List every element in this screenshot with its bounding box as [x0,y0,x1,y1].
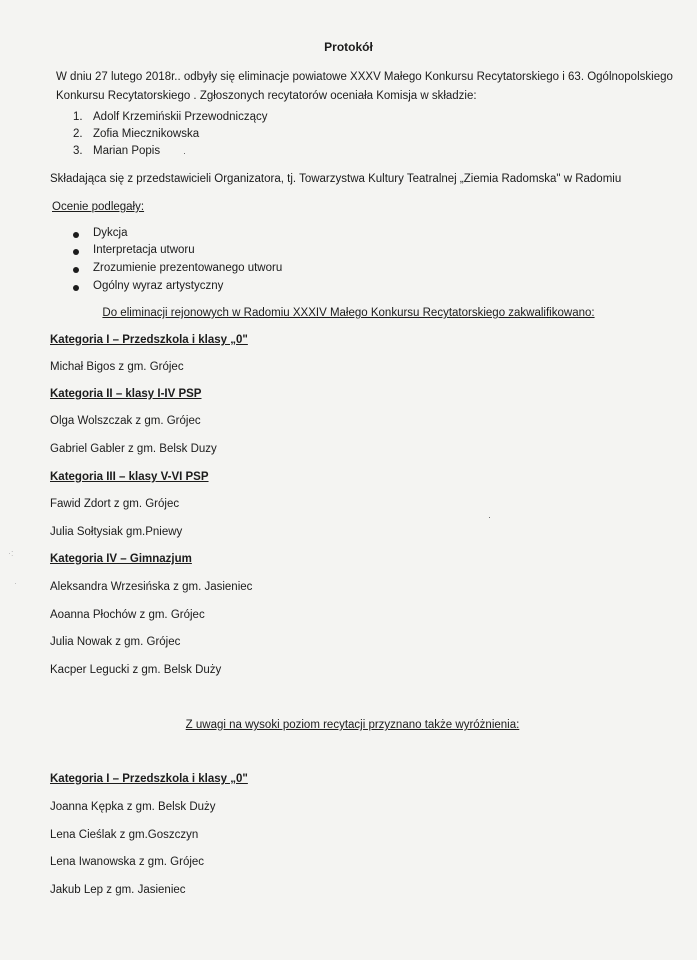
category-heading: Kategoria IV – Gimnazjum [50,553,192,565]
participant-name: Michał Bigos z gm. Grójec [50,361,184,373]
participant-name: Aoanna Płochów z gm. Grójec [50,609,205,621]
participant-name: Lena Iwanowska z gm. Grójec [50,856,205,868]
participant-name: Joanna Kępka z gm. Belsk Duży [50,801,216,813]
bullet-icon [73,285,79,291]
scan-speck: · [488,512,491,522]
scan-speck: · [183,148,186,158]
document-title: Protokół [324,40,373,54]
commission-member: Marian Popis [93,145,161,157]
participant-name: Julia Sołtysiak gm.Pniewy [50,526,183,538]
category-heading: Kategoria I – Przedszkola i klasy „0" [50,334,248,346]
bullet-icon [73,267,79,273]
list-number: 2. [73,128,83,140]
qualified-heading: Do eliminacji rejonowych w Radomiu XXXIV Małego Konkursu Recytatorskiego zakwalifikowano: [102,307,595,319]
participant-name: Kacper Legucki z gm. Belsk Duży [50,664,222,676]
participant-name: Olga Wolszczak z gm. Grójec [50,415,201,427]
category-heading: Kategoria I – Przedszkola i klasy „0" [50,773,248,785]
criterion-item: Interpretacja utworu [93,244,195,256]
criterion-item: Zrozumienie prezentowanego utworu [93,262,283,274]
scan-speck: · [14,578,17,588]
criterion-item: Ogólny wyraz artystyczny [93,280,224,292]
participant-name: Jakub Lep z gm. Jasieniec [50,884,186,896]
scan-speck: ·: [8,548,14,558]
intro-line: Konkursu Recytatorskiego . Zgłoszonych recytatorów oceniała Komisja w składzie: [56,90,477,102]
commission-member: Zofia Miecznikowska [93,128,200,140]
criterion-item: Dykcja [93,227,128,239]
participant-name: Gabriel Gabler z gm. Belsk Duzy [50,443,217,455]
category-heading: Kategoria III – klasy V-VI PSP [50,471,209,483]
bullet-icon [73,232,79,238]
intro-paragraph [56,68,673,106]
intro-line: W dniu 27 lutego 2018r.. odbyły się eliminacje powiatowe XXXV Małego Konkursu Recytatorskiego i 63. Ogólnopolskiego [56,71,673,83]
participant-name: Fawid Zdort z gm. Grójec [50,498,180,510]
list-number: 3. [73,145,83,157]
participant-name: Lena Cieślak z gm.Goszczyn [50,829,199,841]
participant-name: Julia Nowak z gm. Grójec [50,636,181,648]
criteria-heading: Ocenie podlegały: [52,201,145,213]
commission-composition: Składająca się z przedstawicieli Organizatora, tj. Towarzystwa Kultury Teatralnej „Ziemia Radomska" w Radomiu [50,173,622,185]
commission-member: Adolf Krzemińskii Przewodniczący [93,111,268,123]
bullet-icon [73,249,79,255]
participant-name: Aleksandra Wrzesińska z gm. Jasieniec [50,581,253,593]
category-heading: Kategoria II – klasy I-IV PSP [50,388,202,400]
list-number: 1. [73,111,83,123]
awards-heading: Z uwagi na wysoki poziom recytacji przyznano także wyróżnienia: [185,719,520,731]
